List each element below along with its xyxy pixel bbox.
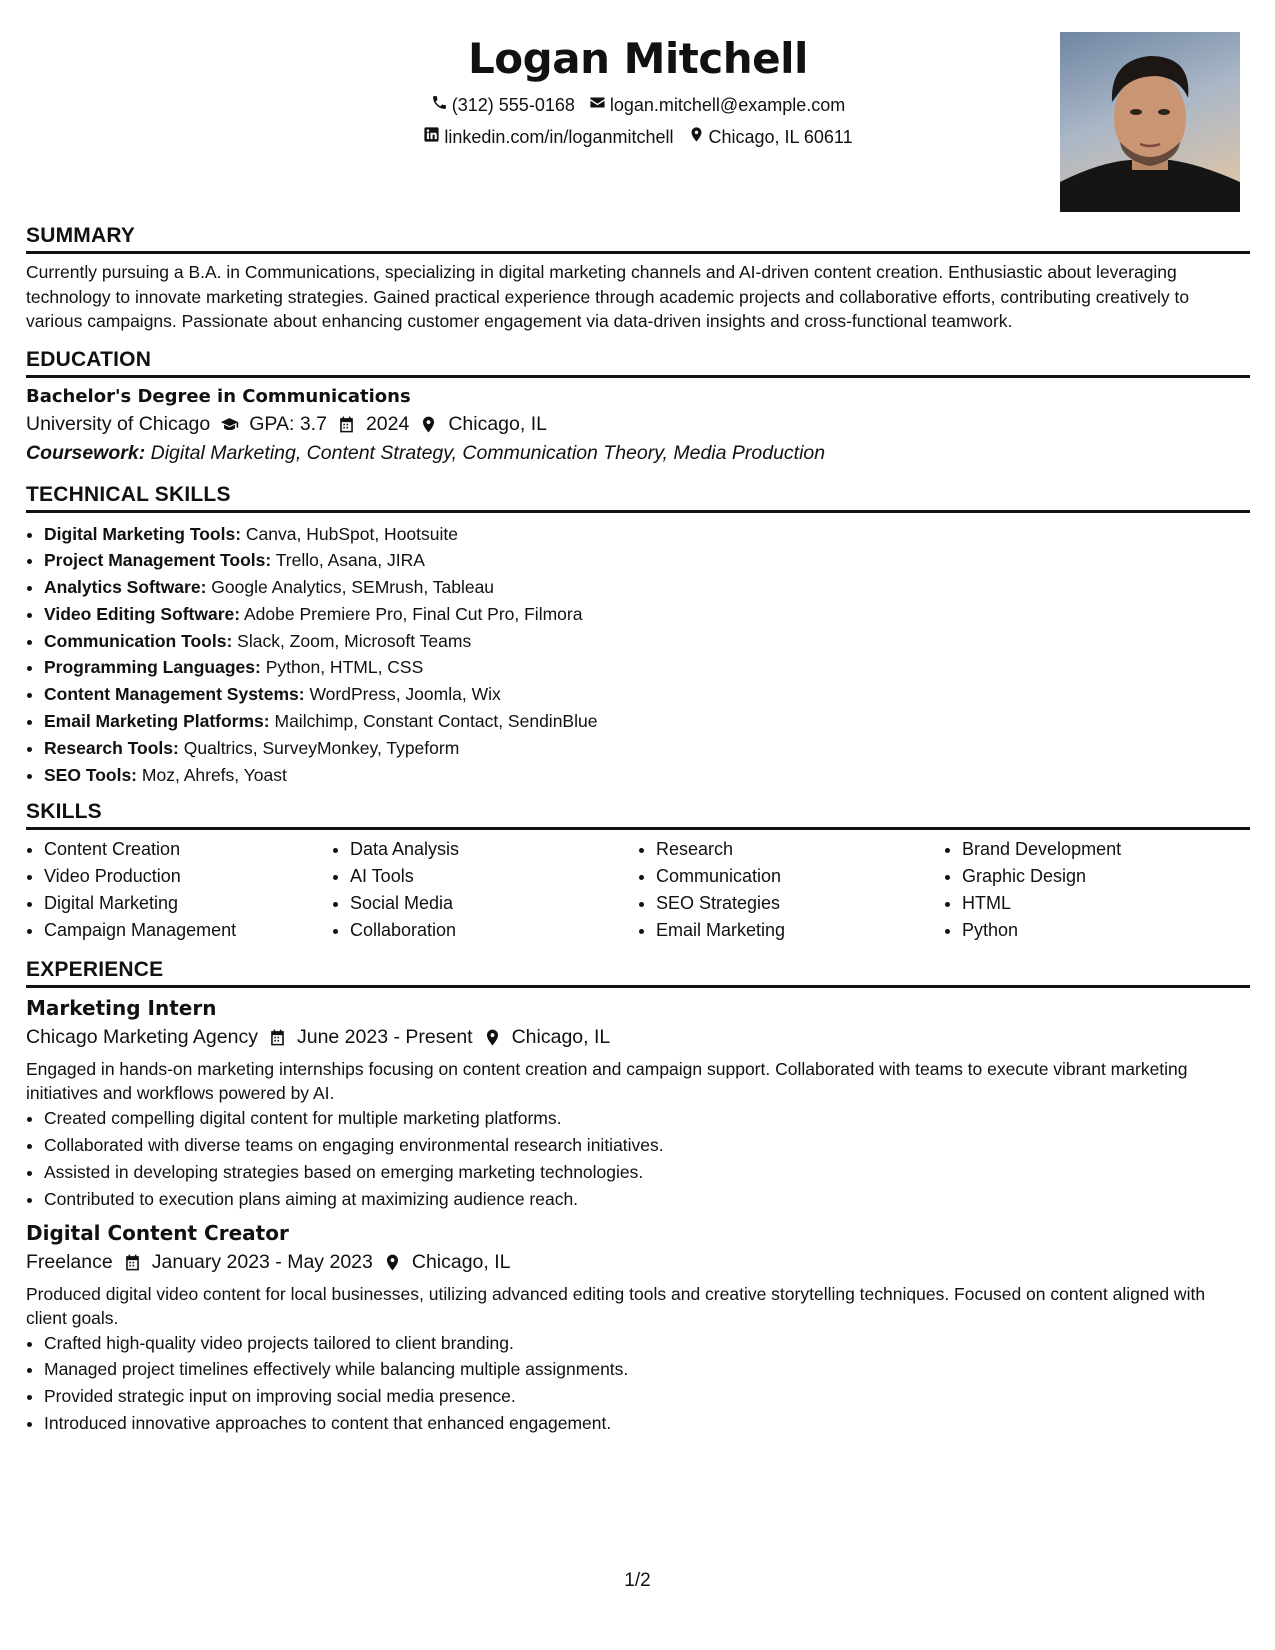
list-item: • Contributed to execution plans aiming at maximizing audience reach. — [44, 1186, 1250, 1213]
job-bullets — [26, 1105, 1250, 1212]
skill-category: Research Tools: — [44, 737, 179, 758]
skills-column — [944, 836, 1250, 944]
list-item — [44, 708, 1250, 735]
degree-title: Bachelor's Degree in Communications — [26, 385, 411, 407]
job-location: Chicago, IL — [511, 1026, 611, 1049]
skill-category: Video Editing Software: — [44, 603, 241, 624]
job-location: Chicago, IL — [411, 1250, 511, 1273]
section-title-experience: EXPERIENCE — [26, 958, 1250, 988]
list-item: • Email Marketing — [656, 917, 944, 944]
map-pin-icon — [383, 1253, 402, 1272]
skill-values: Moz, Ahrefs, Yoast — [141, 764, 287, 785]
list-item: • Collaboration — [350, 917, 638, 944]
job-meta — [26, 1251, 1250, 1274]
skill-values: Mailchimp, Constant Contact, SendinBlue — [274, 711, 598, 732]
phone-contact — [431, 94, 575, 116]
list-item: • Campaign Management — [44, 917, 332, 944]
summary-text: Currently pursuing a B.A. in Communications, specializing in digital marketing channels and AI-driven content creation. Enthusiastic about leveraging technology to innovate marketing strategies. Gained practical experience through academic projects and collaborative efforts, contributing creatively to various campaigns. Passionate about enhancing customer engagement via data-driven insights and cross-functional teamwork. — [26, 262, 1190, 331]
skill-values: Adobe Premiere Pro, Final Cut Pro, Filmora — [244, 603, 583, 624]
skill-values: Trello, Asana, JIRA — [275, 550, 425, 571]
section-title-education: EDUCATION — [26, 348, 1250, 378]
section-title-technical-skills: TECHNICAL SKILLS — [26, 483, 1250, 513]
skills-grid — [26, 836, 1250, 944]
list-item: • Crafted high-quality video projects tailored to client branding. — [44, 1330, 1250, 1357]
job-title: Marketing Intern — [26, 996, 217, 1021]
list-item — [44, 521, 1250, 548]
list-item — [44, 681, 1250, 708]
skill-values: Canva, HubSpot, Hootsuite — [245, 523, 458, 544]
phone-icon — [431, 94, 448, 116]
graduation-year: 2024 — [365, 412, 410, 435]
list-item: • Content Creation — [44, 836, 332, 863]
skill-values: Qualtrics, SurveyMonkey, Typeform — [183, 737, 460, 758]
skill-category: Project Management Tools: — [44, 550, 272, 571]
resume-header — [26, 0, 1250, 210]
profile-photo — [1060, 32, 1240, 212]
list-item — [44, 574, 1250, 601]
list-item: • Collaborated with diverse teams on engaging environmental research initiatives. — [44, 1132, 1250, 1159]
education-meta — [26, 413, 1250, 436]
calendar-icon — [123, 1253, 142, 1272]
technical-skills-section — [26, 483, 1250, 789]
location-text: Chicago, IL 60611 — [708, 126, 853, 147]
skill-category: Communication Tools: — [44, 630, 233, 651]
list-item: • Video Production — [44, 863, 332, 890]
skill-category: Content Management Systems: — [44, 684, 305, 705]
job-description: Engaged in hands-on marketing internships focusing on content creation and campaign support. Collaborated with teams to execute vibrant marketing initiatives and workflows powered by AI. — [26, 1059, 1188, 1104]
list-item: • Introduced innovative approaches to content that enhanced engagement. — [44, 1410, 1250, 1437]
list-item: • Python — [962, 917, 1250, 944]
email-contact[interactable] — [589, 94, 845, 116]
section-title-summary: SUMMARY — [26, 224, 1250, 254]
skill-category: Analytics Software: — [44, 577, 207, 598]
job-entry — [26, 996, 1250, 1212]
list-item: • Graphic Design — [962, 863, 1250, 890]
skill-values: Google Analytics, SEMrush, Tableau — [211, 577, 495, 598]
skills-column — [638, 836, 944, 944]
phone-text: (312) 555-0168 — [451, 94, 575, 115]
list-item: • Communication — [656, 863, 944, 890]
job-entry — [26, 1221, 1250, 1437]
skill-category: SEO Tools: — [44, 764, 138, 785]
list-item — [44, 762, 1250, 789]
company-name: Freelance — [26, 1250, 113, 1273]
list-item: • Managed project timelines effectively while balancing multiple assignments. — [44, 1356, 1250, 1383]
list-item: • Data Analysis — [350, 836, 638, 863]
linkedin-text[interactable]: linkedin.com/in/loganmitchell — [444, 126, 674, 147]
list-item — [44, 628, 1250, 655]
list-item: • SEO Strategies — [656, 890, 944, 917]
skills-section — [26, 800, 1250, 944]
job-title: Digital Content Creator — [26, 1220, 289, 1245]
list-item: • AI Tools — [350, 863, 638, 890]
linkedin-icon — [423, 126, 440, 148]
gpa-text: GPA: 3.7 — [249, 412, 327, 435]
list-item: • Provided strategic input on improving social media presence. — [44, 1383, 1250, 1410]
list-item — [44, 654, 1250, 681]
coursework-label: Coursework: — [26, 441, 146, 464]
skill-category: Email Marketing Platforms: — [44, 711, 270, 732]
experience-section — [26, 958, 1250, 1436]
map-pin-icon — [483, 1028, 502, 1047]
education-section — [26, 348, 1250, 465]
job-bullets — [26, 1330, 1250, 1437]
coursework-line — [26, 442, 1250, 465]
school-name: University of Chicago — [26, 412, 211, 435]
resume-page — [26, 0, 1250, 1437]
list-item — [44, 547, 1250, 574]
list-item: • Social Media — [350, 890, 638, 917]
skills-column — [26, 836, 332, 944]
education-location: Chicago, IL — [448, 412, 547, 435]
page-number: 1/2 — [624, 1570, 651, 1591]
list-item — [44, 735, 1250, 762]
list-item: • HTML — [962, 890, 1250, 917]
map-pin-icon — [688, 126, 705, 148]
graduation-cap-icon — [220, 415, 239, 434]
envelope-icon — [589, 94, 606, 116]
list-item: • Brand Development — [962, 836, 1250, 863]
job-meta — [26, 1026, 1250, 1049]
job-dates: June 2023 - Present — [296, 1026, 473, 1049]
map-pin-icon — [419, 415, 438, 434]
technical-skills-list — [26, 521, 1250, 789]
company-name: Chicago Marketing Agency — [26, 1026, 258, 1049]
skill-category: Programming Languages: — [44, 657, 261, 678]
location-contact — [688, 126, 853, 148]
list-item: • Assisted in developing strategies based on emerging marketing technologies. — [44, 1159, 1250, 1186]
email-text[interactable]: logan.mitchell@example.com — [609, 94, 846, 115]
skill-values: Slack, Zoom, Microsoft Teams — [237, 630, 472, 651]
skill-values: WordPress, Joomla, Wix — [309, 684, 501, 705]
calendar-icon — [337, 415, 356, 434]
coursework-text: Digital Marketing, Content Strategy, Communication Theory, Media Production — [150, 441, 826, 464]
candidate-name: Logan Mitchell — [468, 34, 808, 83]
summary-section — [26, 224, 1250, 334]
job-dates: January 2023 - May 2023 — [151, 1250, 373, 1273]
list-item: • Created compelling digital content for multiple marketing platforms. — [44, 1105, 1250, 1132]
skill-category: Digital Marketing Tools: — [44, 523, 242, 544]
list-item: • Research — [656, 836, 944, 863]
linkedin-contact[interactable] — [423, 126, 673, 148]
section-title-skills: SKILLS — [26, 800, 1250, 830]
calendar-icon — [268, 1028, 287, 1047]
list-item — [44, 601, 1250, 628]
job-description: Produced digital video content for local businesses, utilizing advanced editing tools and creative storytelling techniques. Focused on content aligned with client goals. — [26, 1283, 1206, 1328]
list-item: • Digital Marketing — [44, 890, 332, 917]
skills-column — [332, 836, 638, 944]
skill-values: Python, HTML, CSS — [265, 657, 424, 678]
